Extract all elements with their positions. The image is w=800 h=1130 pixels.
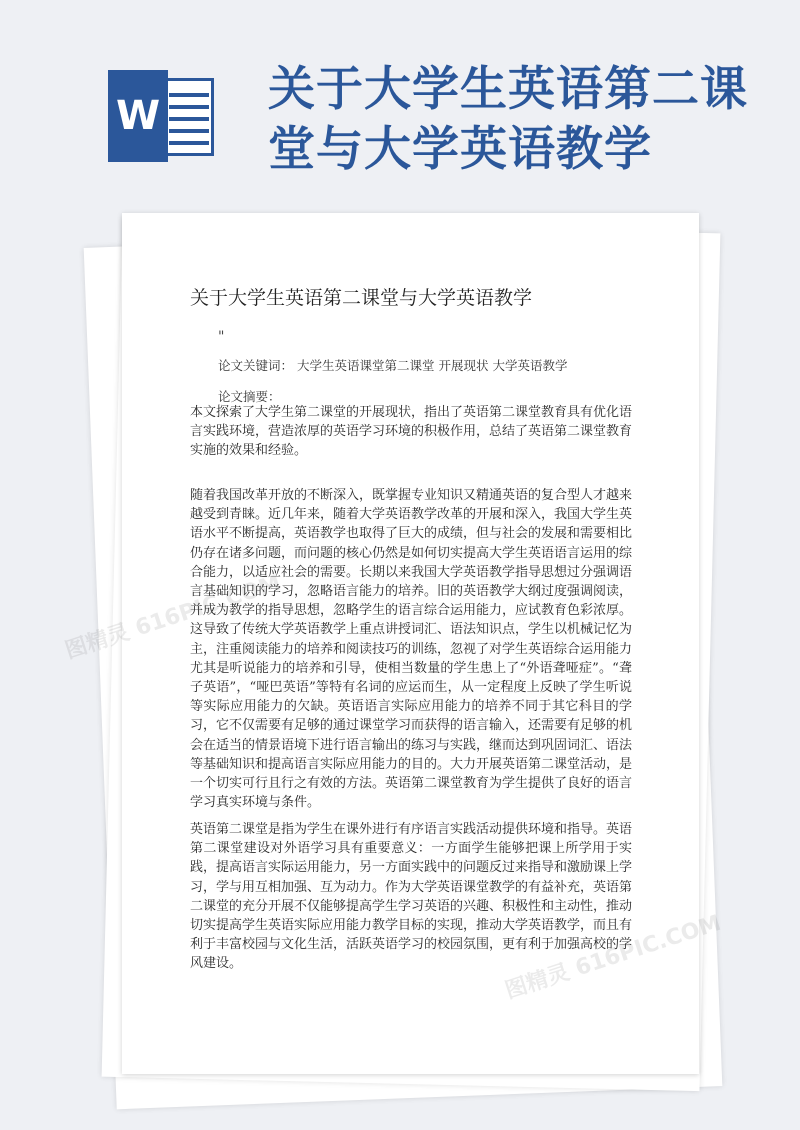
document-title: 关于大学生英语第二课堂与大学英语教学: [190, 287, 533, 309]
keywords-row: [218, 356, 567, 374]
word-document-icon: [108, 70, 220, 162]
watermark: 图精灵: [62, 619, 133, 665]
keywords-label: 论文关键词：: [218, 358, 294, 373]
page-title-line2: 堂与大学英语教学: [268, 122, 652, 177]
body-paragraph-1: 随着我国改革开放的不断深入，既掌握专业知识又精通英语的复合型人才越来越受到青睐。近几年来，随着大学英语教学改革的开展和深入，我国大学生英语水平不断提高，英语教学也取得了巨大的成绩，但与社会的发展和需要相比仍存在诸多问题，而问题的核心仍然是如何切实提高大学生英语语言运用的综合能力，以适应社会的需要。长期以来我国大学英语教学指导思想过分强调语言基础知识的学习，忽略语言能力的培养。旧的英语教学大纲过度强调阅读，并成为教学的指导思想，忽略学生的语言综合运用能力，应试教育色彩浓厚。这导致了传统大学英语教学上重点讲授词汇、语法知识点，学生以机械记忆为主，注重阅读能力的培养和阅读技巧的训练，忽视了对学生英语综合运用能力尤其是听说能力的培养和引导，使相当数量的学生患上了“外语聋哑症”。“聋子英语”，“哑巴英语”等特有名词的应运而生，从一定程度上反映了学生听说等实际应用能力的欠缺。英语语言实际应用能力的培养不同于其它科目的学习，它不仅需要有足够的通过课堂学习而获得的语言输入，还需要有足够的机会在适当的情景语境下进行语言输出的练习与实践，继而达到巩固词汇、语法等基础知识和提高语言实际应用能力的目的。大力开展英语第二课堂活动，是一个切实可行且行之有效的方法。英语第二课堂教育为学生提供了良好的语言学习真实环境与条件。: [190, 488, 633, 811]
quote-mark: ": [218, 329, 225, 345]
word-letter-badge: W: [108, 70, 168, 162]
abstract-label: 论文摘要：: [218, 389, 281, 404]
keywords-value: 大学生英语课堂第二课堂 开展现状 大学英语教学: [297, 358, 568, 373]
body-paragraph-2: 英语第二课堂是指为学生在课外进行有序语言实践活动提供环境和指导。英语第二课堂建设对外语学习具有重要意义：一方面学生能够把课上所学用于实践，提高语言实际运用能力，另一方面实践中的问题反过来指导和激励课上学习，学与用互相加强、互为动力。作为大学英语课堂教学的有益补充，英语第二课堂的充分开展不仅能够提高学生学习英语的兴趣、积极性和主动性，推动切实提高学生英语实际应用能力教学目标的实现，推动大学英语教学，而且有利于丰富校园与文化生活，活跃英语学习的校园氛围，更有利于加强高校的学风建设。: [190, 822, 633, 972]
document-page: [122, 213, 699, 1074]
abstract-paragraph: 本文探索了大学生第二课堂的开展现状，指出了英语第二课堂教育具有优化语言实践环境，营造浓厚的英语学习环境的积极作用，总结了英语第二课堂教育实施的效果和经验。: [190, 405, 633, 459]
page-title: [268, 60, 788, 180]
page-header: [0, 0, 800, 200]
page-title-line1: 关于大学生英语第二课: [268, 62, 748, 117]
